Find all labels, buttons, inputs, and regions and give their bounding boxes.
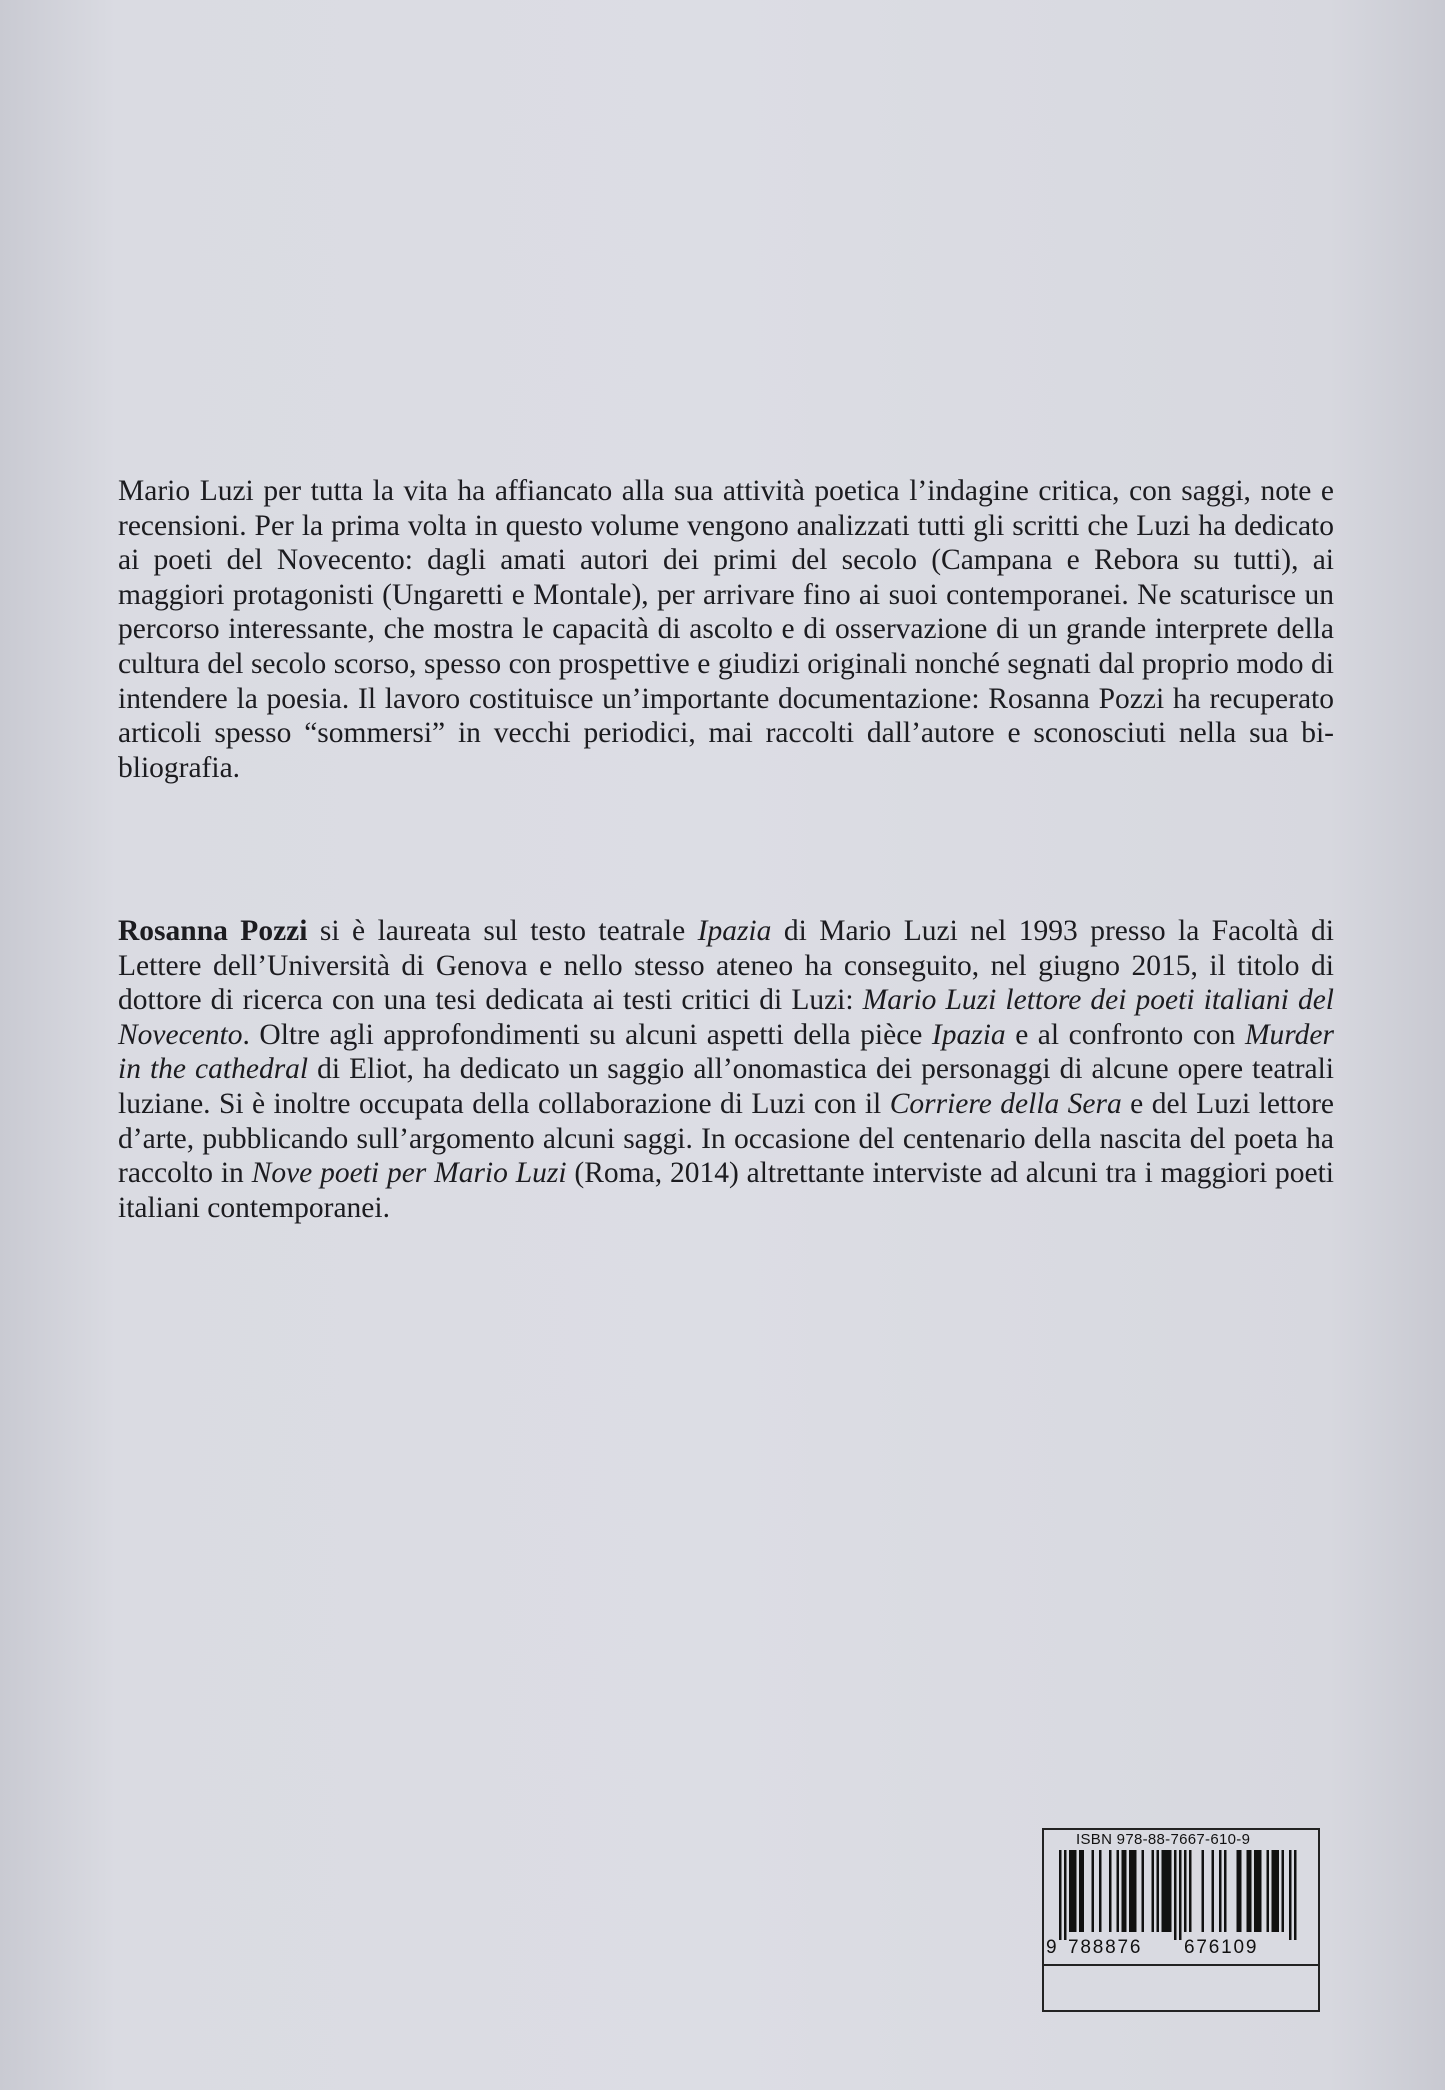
bio-segment: di Mario Luzi nel 1993 presso la Facoltà di Lettere dell’Università di Genova e nello stesso ateneo ha conseguito, nel giugno 2015, il titolo di dottore di ricerca con una tesi dedicata ai testi critici di Luzi: [118,915,1334,1017]
barcode-bar [1254,1850,1257,1932]
barcode-bar [1277,1850,1280,1932]
synopsis-paragraph [118,474,1334,785]
barcode-bar [1224,1850,1227,1932]
barcode-bar [1184,1850,1187,1932]
barcode-bar [1272,1850,1275,1932]
barcode-bar [1257,1850,1260,1932]
barcode-bar [1179,1850,1182,1940]
barcode-bar [1122,1850,1125,1932]
bio-segment: e del Luzi lettore d’arte, pubblicando sull’argomento alcuni saggi. In occasione del centenario della nascita del poeta ha raccolto in [118,1087,1334,1190]
barcode-bar [1249,1850,1252,1932]
barcode-bar [1124,1850,1127,1932]
barcode-bar [1082,1850,1085,1932]
barcode-image [1058,1850,1308,1940]
barcode-bar [1059,1850,1062,1940]
author-name: Rosanna Pozzi [118,915,308,947]
synopsis-text: Mario Luzi per tutta la vita ha affiancato alla sua attività poetica l’indagine critica, con saggi, note e recensioni. Per la prima volta in questo volume vengono analizzati tutti gli scritti che Luzi ha dedicato ai poeti del Novecento: dagli amati autori dei primi del secolo (Campana e Rebora su tutti), ai maggiori protagonisti (Ungaretti e Montale), per arrivare fino ai suoi contemporanei. Ne scaturisce un percorso interessante, che mostra le capacità di ascolto e di osservazione di un grande interprete della cultura del secolo scorso, spesso con prospettive e giudizi originali nonché segnati dal proprio modo di intendere la poesia. Il lavoro costituisce un’importante documentazione: Rosanna Pozzi ha recuperato articoli spesso “sommersi” in vecchi periodici, mai raccolti dall’autore e sconosciuti nella sua bibliografia. [118,475,1334,784]
work-title: Murder in the cathedral [118,1018,1334,1086]
author-bio-text [118,914,1334,1225]
barcode-bar [1202,1850,1205,1932]
barcode-bar [1282,1850,1285,1932]
barcode-bar [1259,1850,1262,1932]
barcode-bar [1289,1850,1292,1940]
barcode-bar [1129,1850,1132,1932]
barcode-bar [1274,1850,1277,1932]
bio-segment: si è laureata sul testo teatrale [307,915,698,947]
isbn-barcode-box [1042,1828,1320,2012]
barcode-bar [1069,1850,1072,1932]
barcode-bar [1079,1850,1082,1932]
barcode-bar [1109,1850,1112,1932]
barcode-bar [1167,1850,1170,1932]
author-bio-paragraph [118,914,1334,1225]
thesis-title: Mario Luzi lettore dei poeti italiani del Novecento [118,984,1334,1051]
barcode-bar [1117,1850,1120,1932]
barcode-bar [1174,1850,1177,1940]
barcode-bar [1237,1850,1240,1932]
bio-segment: . Oltre agli approfondimenti su alcuni aspetti della pièce [242,1018,932,1051]
barcode-bar [1092,1850,1095,1932]
barcode-bar [1074,1850,1077,1932]
barcode-bar [1152,1850,1155,1932]
barcode-bar [1164,1850,1167,1932]
barcode-bar [1267,1850,1270,1932]
bio-segment: e al confronto con [1005,1018,1245,1051]
barcode-bar [1189,1850,1192,1932]
barcode-box-divider [1044,1964,1318,1966]
work-title: Ipazia [697,915,772,947]
barcode-bar [1239,1850,1242,1932]
barcode-bar [1219,1850,1222,1932]
isbn-digits-left: 788876 [1068,1937,1143,1958]
barcode-bar [1157,1850,1160,1932]
barcode-bar [1132,1850,1135,1932]
isbn-digit-first: 9 [1046,1937,1057,1958]
isbn-label: ISBN 978-88-7667-610-9 [1076,1831,1251,1848]
barcode-bar [1064,1850,1067,1940]
bio-segment: (Roma, 2014) altrettante interviste ad alcuni tra i maggiori poeti italiani contemporanei. [118,1157,1334,1224]
barcode-bar [1134,1850,1137,1932]
isbn-digits-right: 676109 [1184,1937,1259,1958]
barcode-bar [1142,1850,1145,1932]
barcode-bar [1247,1850,1250,1932]
barcode-bar [1162,1850,1165,1932]
newspaper-title: Corriere della Sera [889,1087,1122,1120]
barcode-bar [1099,1850,1102,1932]
barcode-bar [1169,1850,1172,1932]
work-title: Ipazia [931,1018,1006,1051]
book-title: Nove poeti per Mario Luzi [251,1157,567,1190]
barcode-bar [1212,1850,1215,1932]
barcode-bar [1072,1850,1075,1932]
bio-segment: di Eliot, ha dedicato un saggio all’onomastica dei personaggi di alcune opere teatrali luziane. Si è inoltre occupata della collaborazione di Luzi con il [118,1053,1335,1120]
barcode-bar [1294,1850,1297,1940]
